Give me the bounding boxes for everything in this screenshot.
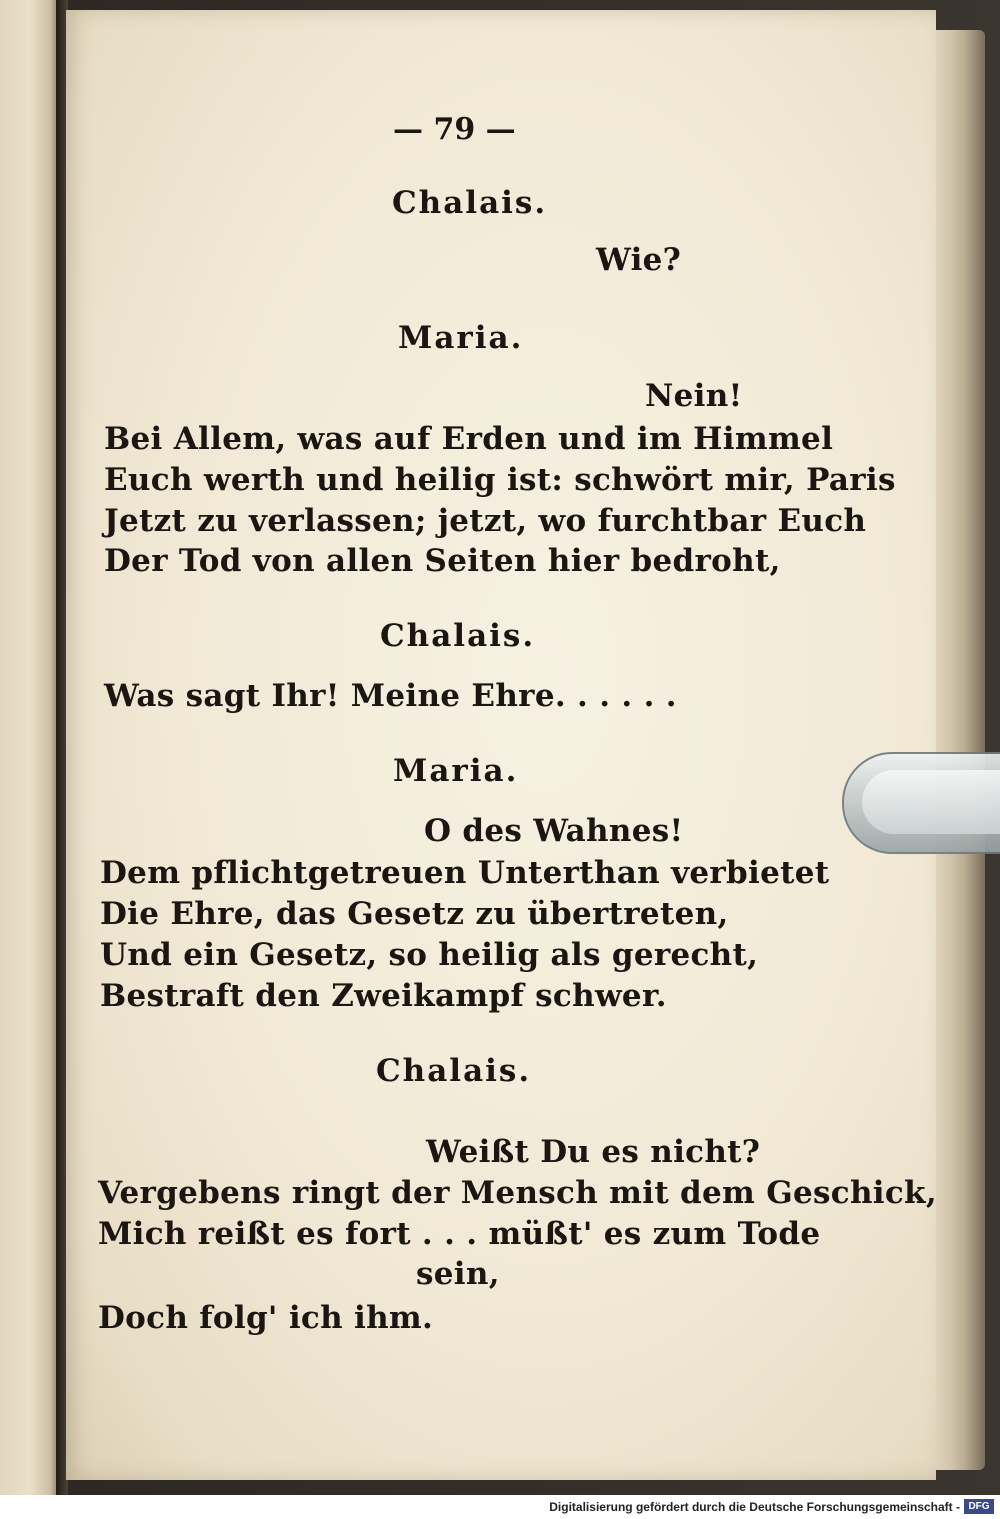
verse-line: Bestraft den Zweikampf schwer. (100, 978, 667, 1014)
verse-line: Der Tod von allen Seiten hier bedroht, (104, 543, 781, 579)
verse-line: Vergebens ringt der Mensch mit dem Geschick, (98, 1175, 937, 1211)
page-79 (66, 10, 936, 1480)
speaker-chalais-1: Chalais. (392, 185, 548, 221)
verse-line: Doch folg' ich ihm. (98, 1300, 434, 1336)
page-clip-highlight (862, 770, 1000, 834)
verse-line: Weißt Du es nicht? (426, 1134, 761, 1170)
verse-line: Die Ehre, das Gesetz zu übertreten, (100, 896, 729, 932)
verse-line: Euch werth und heilig ist: schwört mir, Paris (104, 462, 896, 498)
speaker-chalais-2: Chalais. (380, 618, 536, 654)
verse-line: Nein! (645, 378, 743, 414)
left-page-edge (0, 0, 58, 1495)
verse-line: Mich reißt es fort . . . müßt' es zum Tode (98, 1216, 821, 1252)
verse-line: Wie? (596, 242, 682, 278)
speaker-chalais-3: Chalais. (376, 1053, 532, 1089)
verse-line: Dem pflichtgetreuen Unterthan verbietet (100, 855, 830, 891)
verse-line: sein, (416, 1256, 500, 1292)
speaker-maria-2: Maria. (393, 753, 519, 789)
verse-line: Und ein Gesetz, so heilig als gerecht, (100, 937, 759, 973)
speaker-maria-1: Maria. (398, 320, 524, 356)
digitization-footer (0, 1495, 1000, 1519)
verse-line: Was sagt Ihr! Meine Ehre. . . . . . (104, 678, 677, 714)
verse-line: O des Wahnes! (424, 813, 684, 849)
verse-line: Bei Allem, was auf Erden und im Himmel (104, 421, 834, 457)
page-number: — 79 — (393, 112, 516, 147)
footer-credit: Digitalisierung gefördert durch die Deutsche Forschungsgemeinschaft - (549, 1500, 960, 1514)
dfg-logo: DFG (964, 1499, 994, 1514)
verse-line: Jetzt zu verlassen; jetzt, wo furchtbar Euch (104, 503, 867, 539)
